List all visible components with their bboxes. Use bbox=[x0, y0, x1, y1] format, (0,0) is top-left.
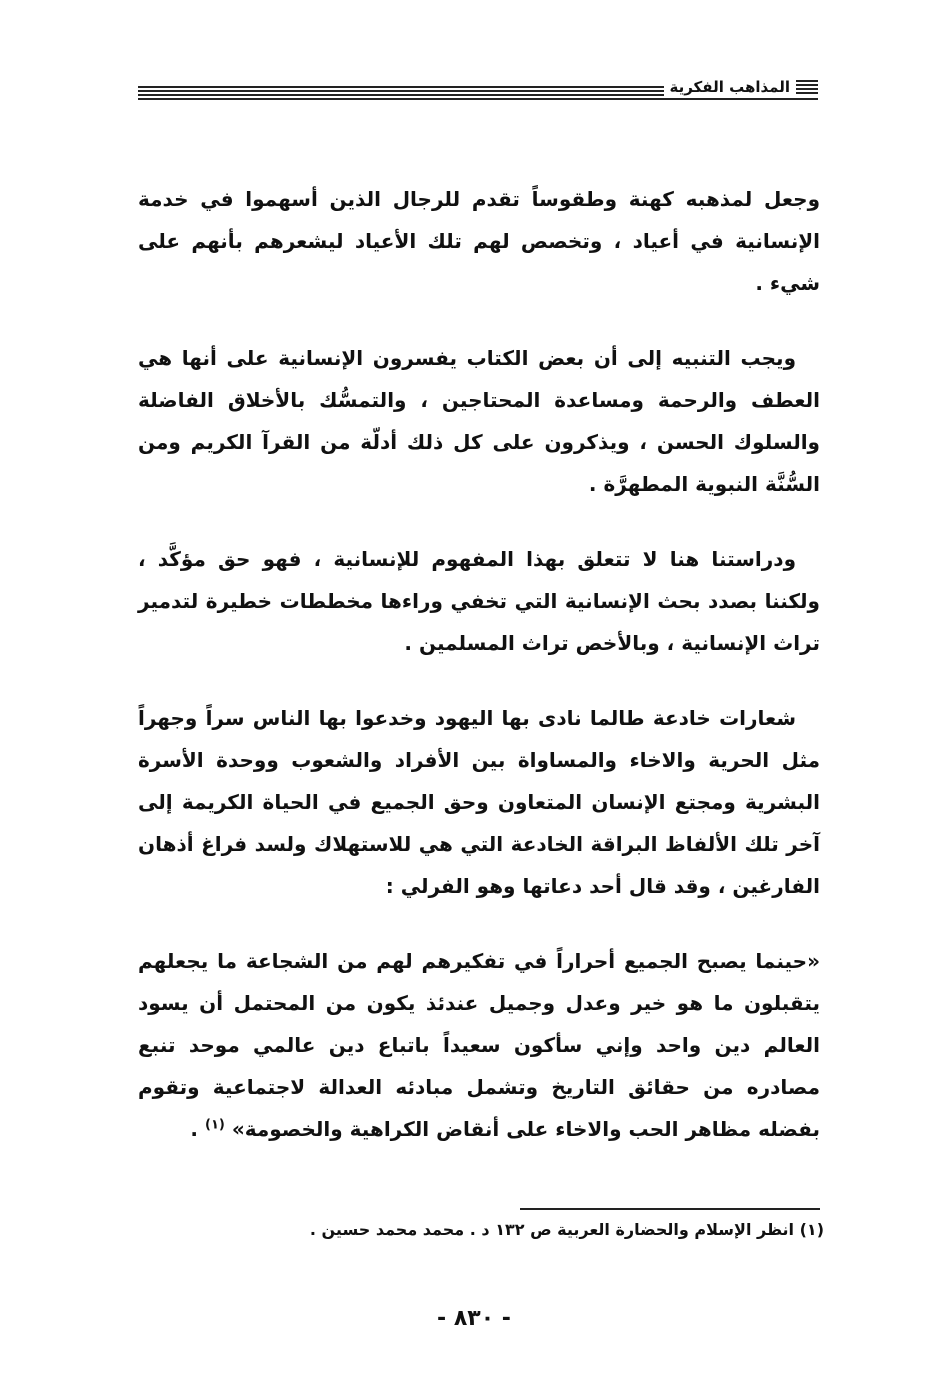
paragraph-3: ودراستنا هنا لا تتعلق بهذا المفهوم للإنسانية ، فهو حق مؤكَّد ، ولكننا بصدد بحث الإنسانية التي تخفي وراءها مخططات خطيرة لتدمير تراث الإنسانية ، وبالأخص تراث المسلمين . bbox=[138, 547, 820, 655]
paragraph-1: وجعل لمذهبه كهنة وطقوساً تقدم للرجال الذين أسهموا في خدمة الإنسانية في أعياد ، وتخصص لهم تلك الأعياد ليشعرهم بأنهم على شيء . bbox=[138, 187, 820, 295]
footnote: (١) انظر الإسلام والحضارة العربية ص ١٣٢ د . محمد محمد حسين . bbox=[309, 1220, 824, 1239]
paragraph-2: ويجب التنبيه إلى أن بعض الكتاب يفسرون الإنسانية على أنها هي العطف والرحمة ومساعدة المحتاجين ، والتمسُّك بالأخلاق الفاضلة والسلوك الحسن ، ويذكرون على كل ذلك أدلّة من القرآ الكريم ومن السُّنَّة النبوية المطهرَّة . bbox=[138, 346, 820, 496]
quote-paragraph bbox=[138, 940, 820, 1150]
footnote-marker: (١) bbox=[205, 1117, 225, 1133]
page-number: - ٨٣٠ - bbox=[437, 1306, 511, 1331]
lines-ornament-icon bbox=[796, 80, 818, 94]
header-title: المذاهب الفكرية bbox=[669, 78, 790, 96]
running-header bbox=[138, 70, 818, 106]
quote-end: . bbox=[190, 1117, 199, 1141]
footnote-divider bbox=[520, 1208, 820, 1210]
paragraph-4: شعارات خادعة طالما نادى بها اليهود وخدعوا بها الناس سراً وجهراً مثل الحرية والاخاء والمساواة بين الأفراد والشعوب ووحدة الأسرة البشرية ومجتع الإنسان المتعاون وحق الجميع في الحياة الكريمة إلى آخر تلك الألفاظ البراقة الخادعة التي هي للاستهلاك ولسد فراغ أذهان الفارغين ، وقد قال أحد دعاتها وهو الفرلي : bbox=[138, 706, 820, 898]
header-title-group bbox=[664, 78, 819, 96]
body-text bbox=[138, 178, 820, 1183]
quote-text: «حينما يصبح الجميع أحراراً في تفكيرهم لهم من الشجاعة ما يجعلهم يتقبلون ما هو خير وعدل وجميل عندئذ يكون من المحتمل أن يسود العالم دين واحد وإني سأكون سعيداً باتباع دين عالمي موحد تنبع مصادره من حقائق التاريخ وتشمل مبادئه العدالة لاجتماعية وتقوم بفضله مظاهر الحب والاخاء على أنقاض الكراهية والخصومة» bbox=[138, 949, 820, 1141]
